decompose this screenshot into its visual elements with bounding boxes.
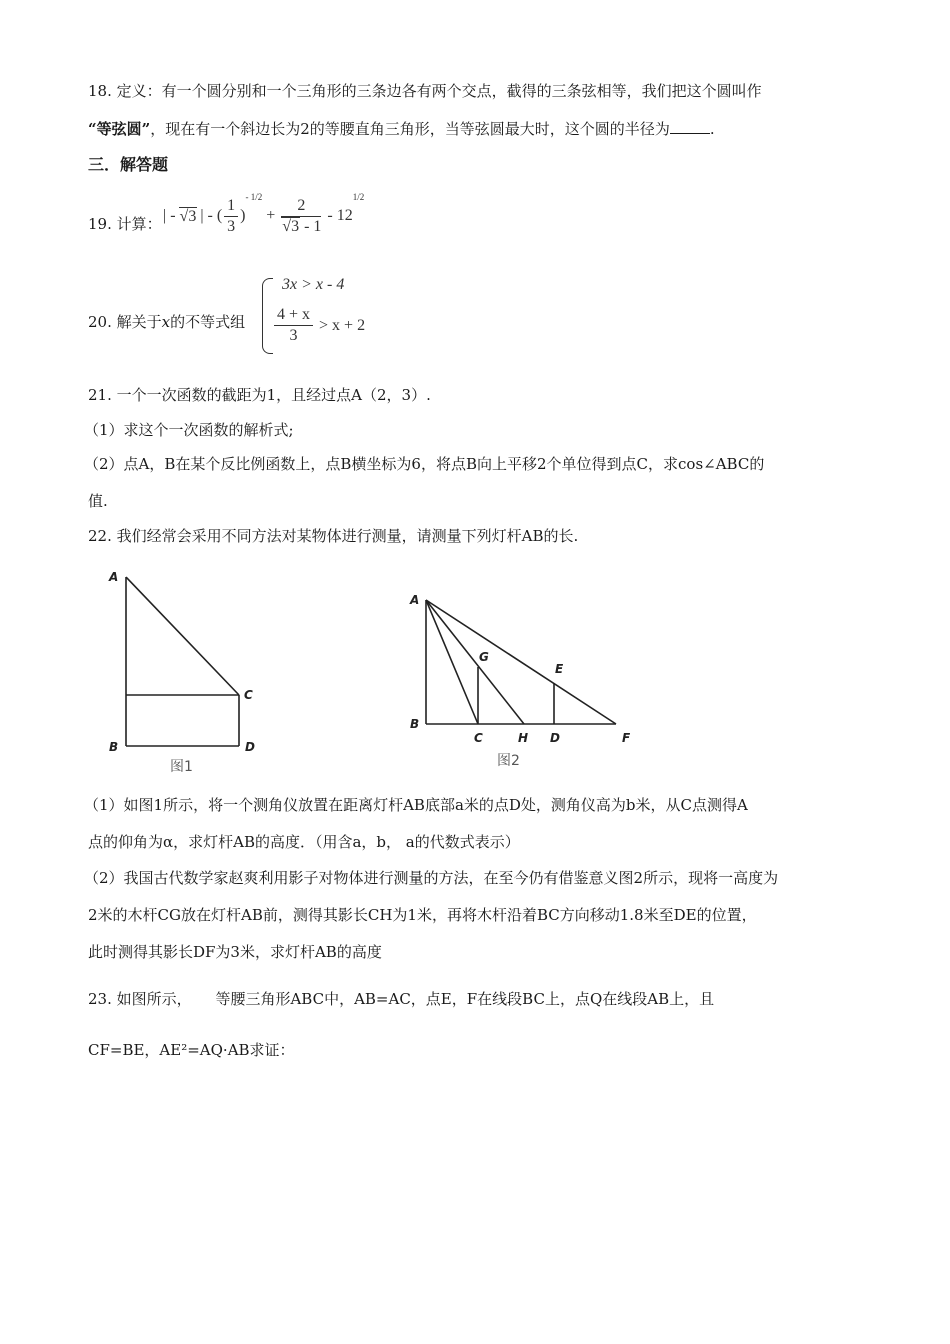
q19-plus: + <box>266 207 276 224</box>
q18-line2-end: . <box>709 120 715 138</box>
figure-2 <box>400 585 640 775</box>
fig1-caption: 图1 <box>170 759 193 775</box>
q19-fraction-2 <box>281 196 321 237</box>
q22-part2-line3: 此时测得其影长DF为3米，求灯杆AB的高度 <box>88 943 382 961</box>
q19-label: 19. 计算： <box>88 215 162 233</box>
q18-term: “等弦圆” <box>88 120 151 138</box>
q20-ineq2 <box>272 305 365 346</box>
q21-part2: （2）点A，B在某个反比例函数上，点B横坐标为6，将点B向上平移2个单位得到点C，求cos∠ABC的 <box>84 455 765 473</box>
fig2-line-ac <box>426 600 478 724</box>
q18-line2-text: ，现在有一个斜边长为2的等腰直角三角形，当等弦圆最大时，这个圆的半径为 <box>150 120 670 138</box>
fig2-label-f: F <box>622 731 631 745</box>
q19-formula <box>163 190 364 242</box>
q21-part1: （1）求这个一次函数的解析式; <box>84 421 294 439</box>
q20-label-a: 20. 解关于 <box>88 313 162 331</box>
fig2-label-c: C <box>474 731 483 745</box>
fig2-label-d: D <box>550 731 560 745</box>
q23-line2: CF=BE，AE²=AQ·AB求证： <box>88 1041 295 1059</box>
q20-ineq2-fraction <box>274 305 313 346</box>
q19-f2-root: √3 <box>282 217 300 235</box>
q20-ineq2-rest: > x + 2 <box>319 316 366 334</box>
q18-line2 <box>88 119 715 139</box>
fig2-shadow-line-ah <box>426 600 524 724</box>
q20-ineq1: 3x > x - 4 <box>282 276 345 293</box>
q19-f2-den-rest: - 1 <box>300 217 322 235</box>
q22-part2-line1: （2）我国古代数学家赵爽利用影子对物体进行测量的方法，在至今仍有借鉴意义图2所示，现将一高度为 <box>84 869 779 887</box>
q19-exp1: - 1/2 <box>245 192 263 202</box>
q22-text: 22. 我们经常会采用不同方法对某物体进行测量，请测量下列灯杆AB的长. <box>88 527 579 545</box>
q19-f1-den: 3 <box>227 217 236 235</box>
q20-label-b: 的不等式组 <box>170 313 246 331</box>
q19-abs-open: | - <box>163 207 176 224</box>
q19-paren: ) <box>240 207 246 224</box>
section-title: 三．解答题 <box>88 155 169 174</box>
fig2-label-a: A <box>410 593 420 607</box>
q19-fraction-1 <box>224 196 238 237</box>
q19-f2-num: 2 <box>281 196 321 217</box>
fig2-label-e: E <box>555 662 564 676</box>
q22-part1-line1: （1）如图1所示，将一个测角仪放置在距离灯杆AB底部a米的点D处，测角仪高为b米，从C点测得A <box>84 796 748 814</box>
q21-text: 21. 一个一次函数的截距为1，且经过点A（2，3）. <box>88 386 431 404</box>
q19-f1-num: 1 <box>224 196 238 217</box>
q22-part1-line2: 点的仰角为α，求灯杆AB的高度．（用含a，b， a的代数式表示） <box>88 833 520 851</box>
q18-line1: 18. 定义：有一个圆分别和一个三角形的三条边各有两个交点，截得的三条弦相等，我们把这个圆叫作 <box>88 82 762 100</box>
fig2-label-h: H <box>518 731 529 745</box>
answer-blank <box>670 119 710 134</box>
q21-part2-cont: 值. <box>88 492 108 510</box>
q19-abs-close: | - ( <box>200 207 223 224</box>
fig1-sightline-ac <box>126 577 239 695</box>
fig1-label-b: B <box>109 740 119 754</box>
q20-label <box>88 312 245 332</box>
q19-f2-den <box>281 217 321 237</box>
q20-var: x <box>161 313 171 331</box>
fig1-label-c: C <box>244 688 253 702</box>
fig2-caption: 图2 <box>497 753 520 769</box>
q20-ineq2-den: 3 <box>289 327 298 344</box>
q22-part2-line2: 2米的木杆CG放在灯杆AB前，测得其影长CH为1米，再将木杆沿着BC方向移动1.8米至DE的位置， <box>88 906 757 924</box>
fig2-label-b: B <box>410 717 420 731</box>
q23-line1: 23. 如图所示， 等腰三角形ABC中，AB=AC，点E，F在线段BC上，点Q在线段AB上，且 <box>88 990 715 1008</box>
fig1-label-d: D <box>245 740 255 754</box>
q19-exp2: 1/2 <box>352 192 365 202</box>
q19-minus: - 12 <box>327 207 353 224</box>
q19-root3: √3 <box>179 207 197 225</box>
fig1-label-a: A <box>109 570 119 584</box>
figure-1 <box>100 565 270 780</box>
fig2-shadow-line-af <box>426 600 616 724</box>
fig2-label-g: G <box>479 650 489 664</box>
q20-ineq2-num: 4 + x <box>274 305 313 326</box>
